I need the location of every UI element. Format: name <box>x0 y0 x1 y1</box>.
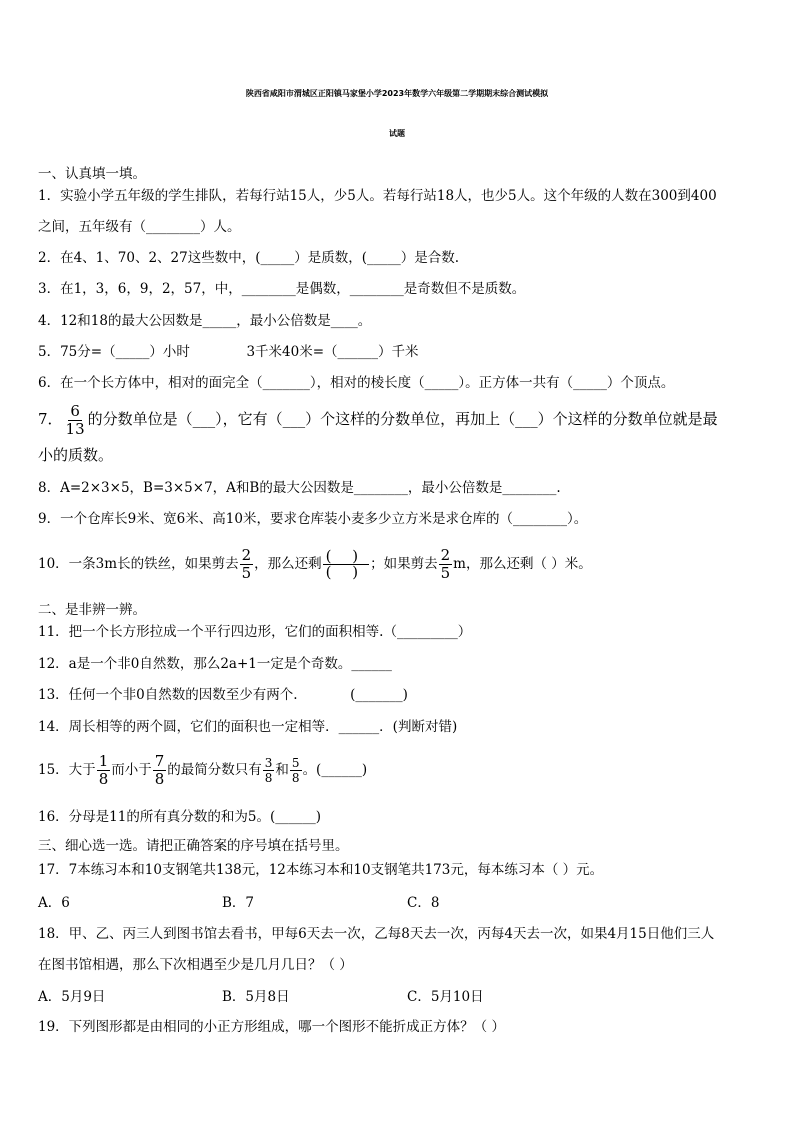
numerator: 3 <box>264 756 273 770</box>
question-16: 16．分母是11的所有真分数的和为5。(______) <box>38 809 321 825</box>
page-title-cont: 试题 <box>389 129 405 138</box>
q17-option-a: A．6 <box>38 895 70 911</box>
fraction-3-8 <box>263 757 275 784</box>
question-7-text: 的分数单位是（___），它有（___）个这样的分数单位，再加上（___）个这样的分数单位就是最 <box>87 410 718 428</box>
question-4: 4．12和18的最大公因数是_____，最小公倍数是____。 <box>38 313 372 329</box>
numerator: 7 <box>154 752 165 770</box>
question-15-text-b: 而小于 <box>111 762 152 778</box>
q18-option-a: A．5月9日 <box>38 989 106 1005</box>
question-18: 18．甲、乙、丙三人到图书馆去看书，甲每6天去一次，乙每8天去一次，丙每4天去一次，如果4月15日他们三人 <box>38 926 715 942</box>
question-10-text-a: 10．一条3m长的铁丝，如果剪去 <box>38 556 239 572</box>
question-8: 8．A=2×3×5，B=3×5×7，A和B的最大公因数是________，最小公倍数是________. <box>38 480 561 496</box>
numerator: 5 <box>291 756 300 770</box>
denominator: 5 <box>241 564 252 582</box>
question-9: 9．一个仓库长9米、宽6米、高10米，要求仓库装小麦多少立方米是求仓库的（________）。 <box>38 511 588 527</box>
blank-numerator: ( ) <box>323 549 369 565</box>
question-13-blank: (_______) <box>350 687 408 703</box>
fraction-2-5-b <box>439 548 453 581</box>
question-10-text-b: ，那么还剩 <box>254 556 322 572</box>
section-heading-3: 三、细心选一选。请把正确答案的序号填在括号里。 <box>38 838 349 854</box>
numerator: 2 <box>241 546 252 564</box>
numerator: 6 <box>70 401 80 420</box>
question-19: 19．下列图形都是由相同的小正方形组成，哪一个图形不能折成正方体？（ ） <box>38 1019 505 1035</box>
fraction-1-8 <box>97 754 111 787</box>
question-15-text-c: 的最简分数只有 <box>167 762 262 778</box>
question-7 <box>38 400 718 438</box>
question-2: 2．在4、1、70、2、27这些数中，(_____）是质数，(_____）是合数. <box>38 250 460 266</box>
denominator: 8 <box>98 770 109 788</box>
question-7-cont: 小的质数。 <box>38 446 114 464</box>
question-10-text-c: ；如果剪去 <box>370 556 438 572</box>
question-5 <box>38 343 419 361</box>
question-6: 6．在一个长方体中，相对的面完全（_______），相对的棱长度（_____）。正方体一共有（_____）个顶点。 <box>38 375 675 391</box>
denominator: 8 <box>154 770 165 788</box>
question-5-part-a: 5．75分=（_____）小时 <box>38 344 190 360</box>
question-7-number: 7． <box>38 410 63 428</box>
question-10 <box>38 543 592 585</box>
question-10-text-d: m，那么还剩（ ）米。 <box>453 556 592 572</box>
q18-option-c: C．5月10日 <box>407 989 484 1005</box>
numerator: 1 <box>98 752 109 770</box>
question-17: 17．7本练习本和10支钢笔共138元，12本练习本和10支钢笔共173元，每本练习本（ ）元。 <box>38 862 604 878</box>
question-15 <box>38 750 367 790</box>
blank-fraction <box>323 549 369 580</box>
numerator: 2 <box>440 546 451 564</box>
q18-option-b: B．5月8日 <box>222 989 290 1005</box>
denominator: 8 <box>291 771 300 785</box>
question-15-text-a: 15．大于 <box>38 762 96 778</box>
fraction-7-8 <box>153 754 167 787</box>
question-12: 12．a是一个非0自然数，那么2a+1一定是个奇数。______ <box>38 656 392 672</box>
question-11: 11．把一个长方形拉成一个平行四边形，它们的面积相等.（_________） <box>38 624 472 640</box>
question-15-text-e: 。(______) <box>302 762 368 778</box>
fraction-6-13 <box>64 401 87 438</box>
question-14: 14．周长相等的两个圆，它们的面积也一定相等．______．(判断对错) <box>38 719 458 735</box>
question-13 <box>38 686 408 704</box>
question-15-text-d: 和 <box>275 762 289 778</box>
fraction-2-5 <box>240 548 254 581</box>
denominator: 13 <box>65 419 85 438</box>
question-1: 1．实验小学五年级的学生排队，若每行站15人，少5人。若每行站18人，也少5人。这个年级的人数在300到400 <box>38 188 717 204</box>
section-heading-1: 一、认真填一填。 <box>38 166 146 182</box>
denominator: 8 <box>264 771 273 785</box>
blank-denominator: ( ) <box>325 563 367 581</box>
q17-option-c: C．8 <box>407 895 440 911</box>
denominator: 5 <box>440 564 451 582</box>
question-13-text: 13．任何一个非0自然数的因数至少有两个. <box>38 687 298 703</box>
question-18-cont: 在图书馆相遇，那么下次相遇至少是几月几日？（ ） <box>38 957 353 973</box>
question-3: 3．在1，3，6，9，2，57，中，________是偶数，________是奇数但不是质数。 <box>38 281 526 297</box>
question-5-part-b: 3千米40米=（______）千米 <box>246 344 419 360</box>
section-heading-2: 二、是非辨一辨。 <box>38 602 146 618</box>
question-1-cont: 之间，五年级有（________）人。 <box>38 219 241 235</box>
q17-option-b: B．7 <box>222 895 255 911</box>
fraction-5-8 <box>290 757 302 784</box>
page-title: 陕西省咸阳市渭城区正阳镇马家堡小学2023年数学六年级第二学期期末综合测试模拟 <box>245 89 549 98</box>
